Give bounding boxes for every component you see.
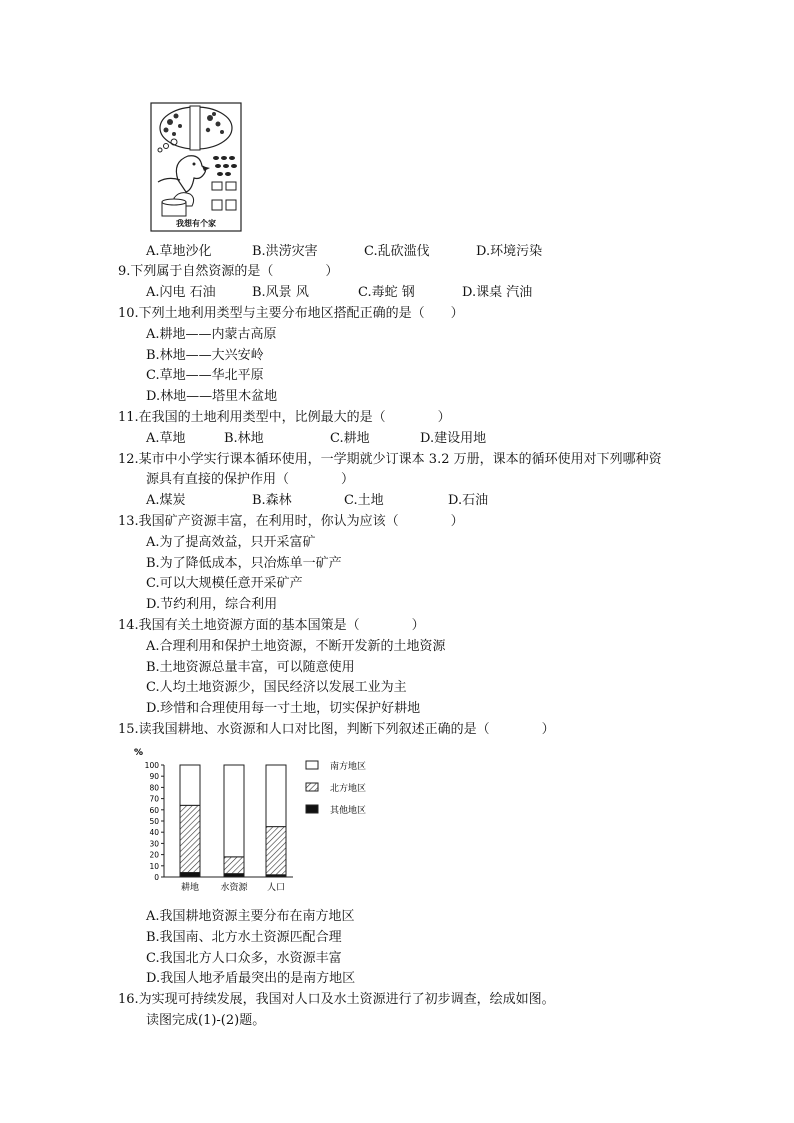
q13-option-d: D.节约利用，综合利用 xyxy=(146,597,278,612)
bar-segment xyxy=(266,765,286,827)
y-axis-unit-label: % xyxy=(134,748,144,758)
y-tick-label: 10 xyxy=(149,861,159,871)
y-tick-label: 100 xyxy=(144,761,159,770)
legend-label: 南方地区 xyxy=(330,762,367,772)
legend-label: 其他地区 xyxy=(330,806,367,816)
q14-stem: 14.我国有关土地资源方面的基本国策是（ ） xyxy=(118,618,425,633)
q15-option-c: C.我国北方人口众多，水资源丰富 xyxy=(146,951,342,966)
q16-sub: 读图完成(1)-(2)题。 xyxy=(146,1013,266,1028)
q14-option-d: D.珍惜和合理使用每一寸土地，切实保护好耕地 xyxy=(146,701,421,716)
q12-option-b: B.森林 xyxy=(252,493,292,508)
bar-segment xyxy=(224,874,244,877)
q10-option-a: A.耕地——内蒙古高原 xyxy=(146,327,277,342)
q8-option-a: A.草地沙化 xyxy=(146,244,212,259)
q9-option-c: C.毒蛇 钢 xyxy=(358,285,415,300)
q16-stem: 16.为实现可持续发展，我国对人口及水土资源进行了初步调查，绘成如图。 xyxy=(118,992,555,1007)
q9-option-a: A.闪电 石油 xyxy=(146,285,216,300)
y-tick-label: 50 xyxy=(149,817,159,826)
bar-segment xyxy=(266,827,286,875)
q8-option-c: C.乱砍滥伐 xyxy=(364,244,430,259)
bar-segment xyxy=(224,765,244,857)
q11-option-d: D.建设用地 xyxy=(420,431,487,446)
q9-option-b: B.风景 风 xyxy=(252,285,309,300)
bar-segment xyxy=(224,857,244,874)
stacked-bar-chart xyxy=(128,745,388,900)
bar-segment xyxy=(180,765,200,805)
q15-stem: 15.读我国耕地、水资源和人口对比图，判断下列叙述正确的是（ ） xyxy=(118,722,555,737)
q15-option-a: A.我国耕地资源主要分布在南方地区 xyxy=(146,909,355,924)
q8-option-b: B.洪涝灾害 xyxy=(252,244,318,259)
cartoon-drawing xyxy=(150,102,242,232)
q12-stem-line1: 12.某市中小学实行课本循环使用，一学期就少订课本 3.2 万册，课本的循环使用对下列哪种资 xyxy=(118,452,662,467)
q10-stem: 10.下列土地利用类型与主要分布地区搭配正确的是（ ） xyxy=(118,306,464,321)
q14-option-a: A.合理利用和保护土地资源，不断开发新的土地资源 xyxy=(146,639,446,654)
q12-option-a: A.煤炭 xyxy=(146,493,186,508)
q14-option-c: C.人均土地资源少，国民经济以发展工业为主 xyxy=(146,680,407,695)
q13-option-a: A.为了提高效益，只开采富矿 xyxy=(146,535,316,550)
q13-option-b: B.为了降低成本，只冶炼单一矿产 xyxy=(146,556,342,571)
q15-option-d: D.我国人地矛盾最突出的是南方地区 xyxy=(146,971,356,986)
legend-swatch xyxy=(306,761,318,769)
q9-option-d: D.课桌 汽油 xyxy=(462,285,533,300)
y-tick-label: 80 xyxy=(149,783,159,793)
q13-option-c: C.可以大规模任意开采矿产 xyxy=(146,576,303,591)
legend-swatch xyxy=(306,783,318,791)
q10-option-b: B.林地——大兴安岭 xyxy=(146,348,264,363)
x-category-label: 耕地 xyxy=(180,883,200,893)
q10-option-c: C.草地——华北平原 xyxy=(146,368,264,383)
y-tick-label: 30 xyxy=(149,839,159,849)
y-tick-label: 60 xyxy=(149,805,159,815)
chart-canvas xyxy=(128,745,388,900)
q11-option-a: A.草地 xyxy=(146,431,186,446)
q10-option-d: D.林地——塔里木盆地 xyxy=(146,389,278,404)
q12-stem-line2: 源具有直接的保护作用（ ） xyxy=(146,472,355,487)
q11-stem: 11.在我国的土地利用类型中，比例最大的是（ ） xyxy=(118,410,451,425)
q11-option-c: C.耕地 xyxy=(330,431,370,446)
q11-option-b: B.林地 xyxy=(224,431,264,446)
cartoon-figure xyxy=(150,102,242,232)
y-tick-label: 0 xyxy=(154,873,159,882)
q15-option-b: B.我国南、北方水土资源匹配合理 xyxy=(146,930,342,945)
q12-option-d: D.石油 xyxy=(448,493,489,508)
q12-option-c: C.土地 xyxy=(344,493,384,508)
q14-option-b: B.土地资源总量丰富，可以随意使用 xyxy=(146,660,355,675)
q9-stem: 9.下列属于自然资源的是（ ） xyxy=(118,264,339,279)
y-tick-label: 20 xyxy=(149,850,159,860)
q13-stem: 13.我国矿产资源丰富，在利用时，你认为应该（ ） xyxy=(118,514,464,529)
cartoon-caption: 我想有个家 xyxy=(176,219,216,228)
x-category-label: 人口 xyxy=(266,883,286,893)
y-tick-label: 90 xyxy=(149,772,159,782)
x-category-label: 水资源 xyxy=(220,883,248,893)
legend-label: 北方地区 xyxy=(330,784,367,794)
bar-segment xyxy=(180,873,200,877)
bar-segment xyxy=(180,805,200,872)
legend-swatch xyxy=(306,805,318,813)
y-tick-label: 40 xyxy=(149,828,159,838)
y-tick-label: 70 xyxy=(149,794,159,804)
q8-option-d: D.环境污染 xyxy=(476,244,543,259)
